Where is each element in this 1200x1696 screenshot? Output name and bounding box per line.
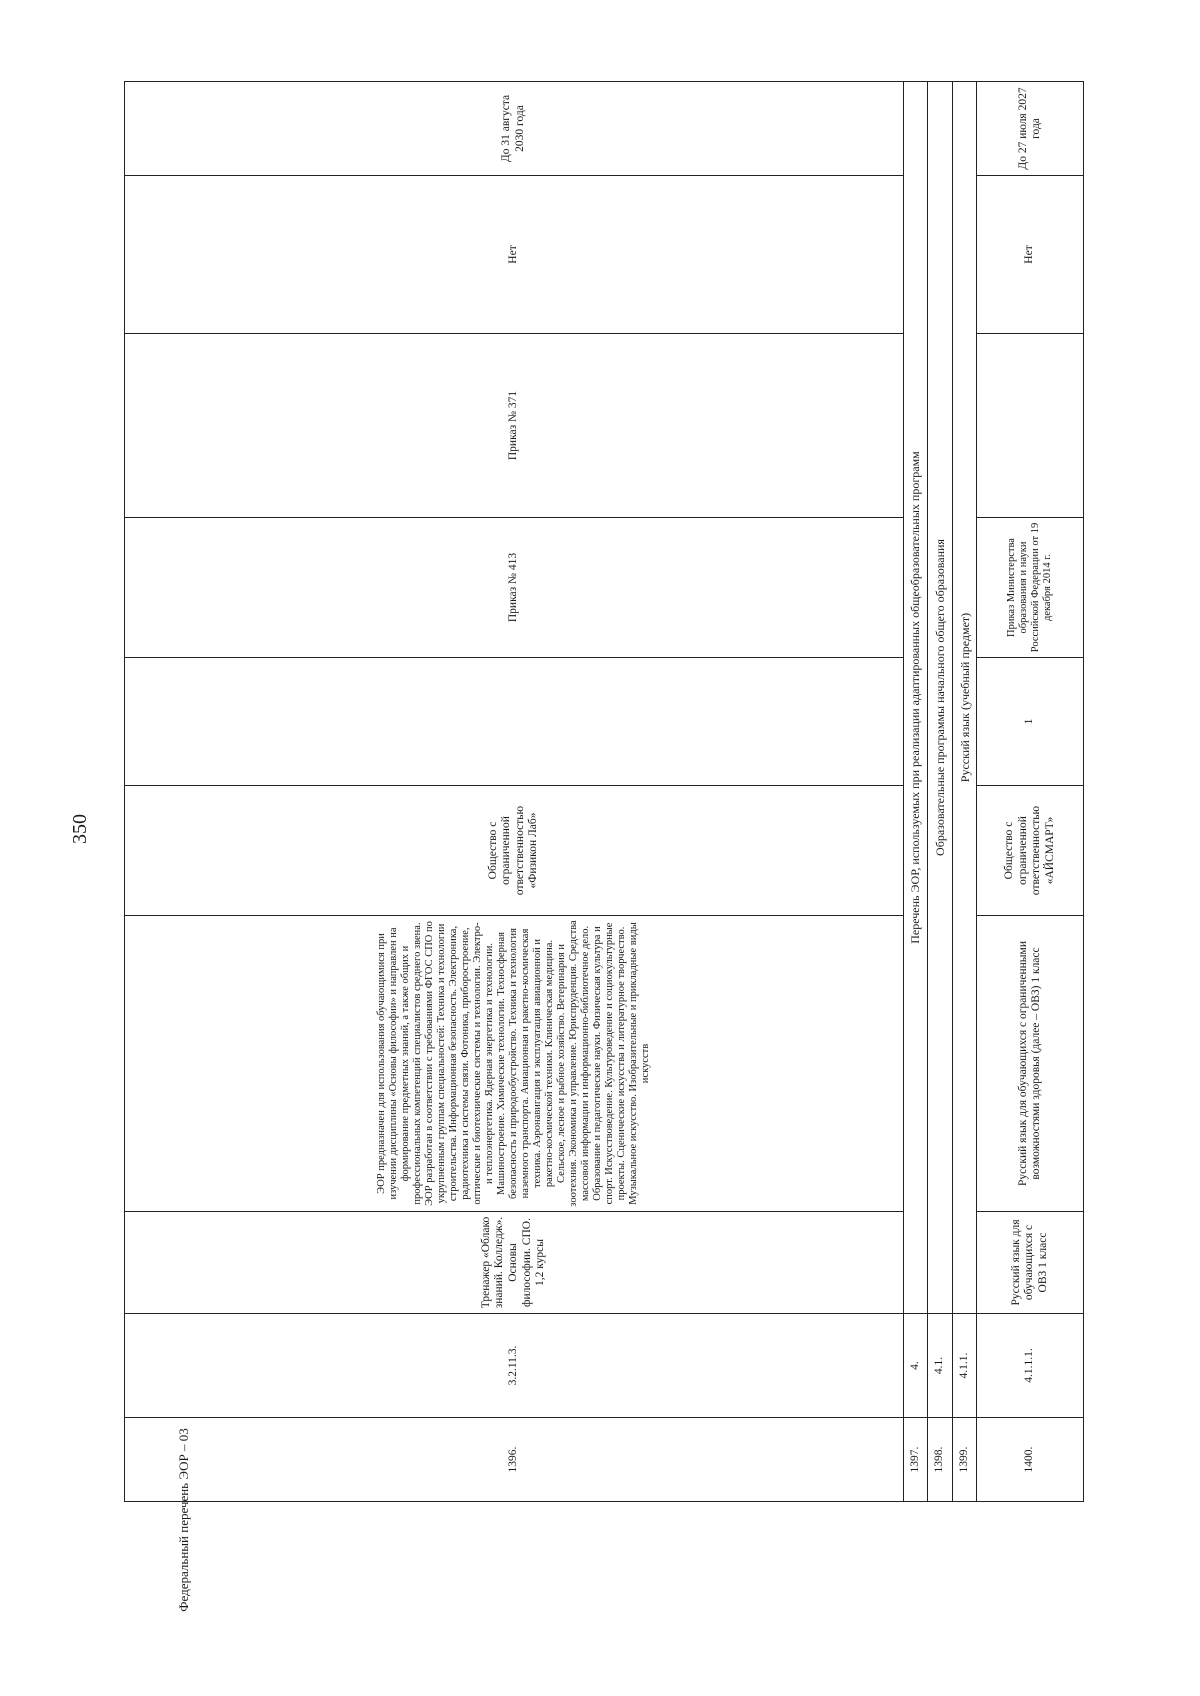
row-code: 3.2.11.3. [125,1314,904,1418]
row-code: 4.1.1. [952,1314,977,1418]
eor-registry-table [124,81,1084,1502]
row-order-1: Приказ Министерства образования и науки Российской Федерации от 19 декабря 2014 г. [977,518,1084,658]
row-number: 1397. [903,1418,928,1502]
table-row [952,82,977,1502]
footer-text: Федеральный перечень ЭОР – 03 [176,1428,191,1612]
page-number: 350 [69,814,91,844]
row-number: 1399. [952,1418,977,1502]
row-grade [125,658,904,786]
row-term: До 31 августа 2030 года [125,82,904,176]
row-term: До 27 июля 2027 года [977,82,1084,176]
table-row [928,82,953,1502]
table-row [977,82,1084,1502]
section-heading: Образовательные программы начального общего образования [928,82,953,1314]
row-code: 4.1.1.1. [977,1314,1084,1418]
row-title: Тренажер «Облако знаний. Колледж». Основы философии. СПО. 1,2 курсы [125,1212,904,1314]
table-row [125,82,904,1502]
row-organization: Общество с ограниченной ответственностью «Физикон Лаб» [125,786,904,916]
row-description: Русский язык для обучающихся с ограниченными возможностями здоровья (далее – ОВЗ) 1 класс [977,916,1084,1212]
row-number: 1398. [928,1418,953,1502]
row-restriction: Нет [977,176,1084,334]
row-title: Русский язык для обучающихся с ОВЗ 1 класс [977,1212,1084,1314]
row-description: ЭОР предназначен для использования обучающимися при изучении дисциплины «Основы философии» и направлен на формирование предметных знаний, а также общих и профессиональных компетенций специалистов среднего звена. ЭОР разработан в соответствии с требованиями ФГОС СПО по укрупненным группам специальностей: Техника и технологии строительства. Информационная безопасность. Электроника, радиотехника и системы связи. Фотоника, приборостроение, оптические и биотехнические системы и технологии. Электро- и теплоэнергетика. Ядерная энергетика и технологии. Машиностроение. Химические технологии. Техносферная безопасность и природообустройство. Техника и технология наземного транспорта. Авиационная и ракетно-космическая техника. Аэронавигация и эксплуатация авиационной и ракетно-космической техники. Клиническая медицина. Сельское, лесное и рыбное хозяйство. Ветеринария и зоотехния. Экономика и управление. Юриспруденция. Средства массовой информации и информационно-библиотечное дело. Образование и педагогические науки. Физическая культура и спорт. Искусствоведение. Культуроведение и социокультурные проекты. Сценические искусства и литературное творчество. Музыкальное искусство. Изобразительные и прикладные виды искусств [125,916,904,1212]
row-organization: Общество с ограниченной ответственностью «АЙСМАРТ» [977,786,1084,916]
row-order-2 [977,334,1084,518]
row-grade: 1 [977,658,1084,786]
row-order-1: Приказ № 413 [125,518,904,658]
row-restriction: Нет [125,176,904,334]
row-number: 1396. [125,1418,904,1502]
row-number: 1400. [977,1418,1084,1502]
row-code: 4.1. [928,1314,953,1418]
table-row [903,82,928,1502]
section-heading: Перечень ЭОР, используемых при реализации адаптированных общеобразовательных программ [903,82,928,1314]
section-heading: Русский язык (учебный предмет) [952,82,977,1314]
registry-table-container [124,82,1084,1502]
row-code: 4. [903,1314,928,1418]
row-order-2: Приказ № 371 [125,334,904,518]
